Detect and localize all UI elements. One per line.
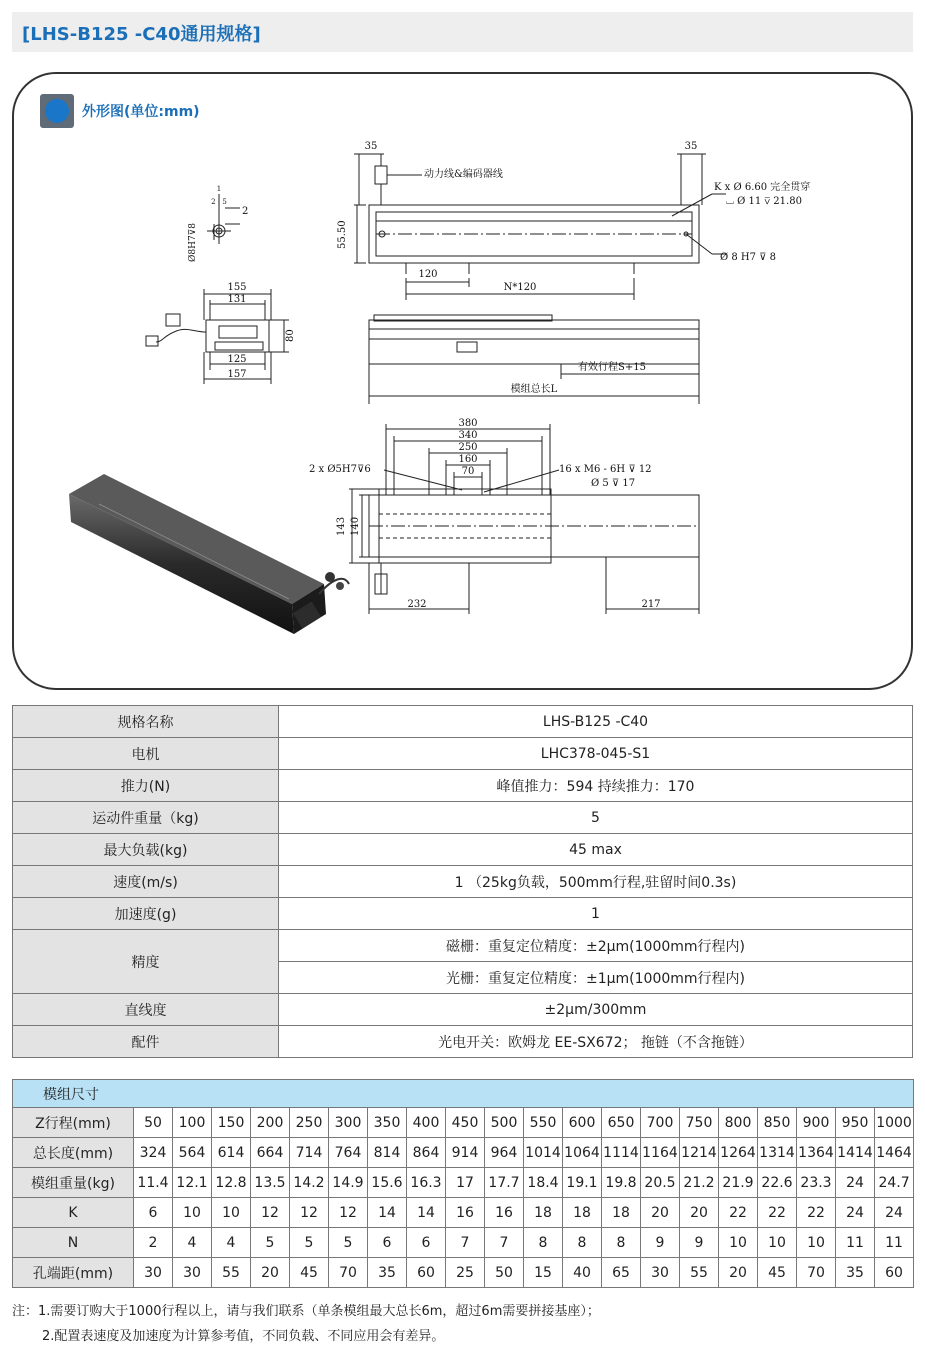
dims-cell: 1264 (719, 1138, 758, 1168)
dims-cell: 9 (680, 1228, 719, 1258)
spec-row (13, 1026, 913, 1058)
dims-cell: 324 (134, 1138, 173, 1168)
dims-row-label: 模组重量(kg) (13, 1168, 134, 1198)
dims-cell: 500 (485, 1108, 524, 1138)
dims-cell: 16 (485, 1198, 524, 1228)
dims-cell: 14 (368, 1198, 407, 1228)
dims-cell: 5 (329, 1228, 368, 1258)
spec-value: 磁栅：重复定位精度：±2μm(1000mm行程内) (279, 930, 913, 962)
dims-cell: 200 (251, 1108, 290, 1138)
dims-cell: 350 (368, 1108, 407, 1138)
top-70: 70 (461, 466, 475, 477)
dims-cell: 20.5 (641, 1168, 680, 1198)
dims-cell: 100 (173, 1108, 212, 1138)
dims-cell: 14 (407, 1198, 446, 1228)
spec-value: ±2μm/300mm (279, 994, 913, 1026)
pin-hole-label: Ø 8 H7 ⊽ 8 (720, 252, 777, 263)
total-length-label: 模组总长L (510, 384, 558, 395)
detail-pin: Ø8H7⊽8 (188, 223, 198, 262)
dims-cell: 10 (173, 1198, 212, 1228)
dims-cell: 11 (875, 1228, 914, 1258)
dims-cell: 650 (602, 1108, 641, 1138)
dims-row (13, 1228, 914, 1258)
dims-cell: 14.2 (290, 1168, 329, 1198)
dims-cell: 20 (719, 1258, 758, 1288)
dims-cell: 24 (836, 1198, 875, 1228)
dims-cell: 600 (563, 1108, 602, 1138)
dims-cell: 24.7 (875, 1168, 914, 1198)
dims-cell: 70 (329, 1258, 368, 1288)
dims-cell: 17 (446, 1168, 485, 1198)
dims-cell: 30 (134, 1258, 173, 1288)
dims-cell: 7 (485, 1228, 524, 1258)
dims-cell: 8 (563, 1228, 602, 1258)
dims-cell: 20 (680, 1198, 719, 1228)
spec-header-value: LHS-B125 -C40 (279, 706, 913, 738)
top-380: 380 (458, 418, 478, 429)
dims-cell: 18 (602, 1198, 641, 1228)
dims-cell: 564 (173, 1138, 212, 1168)
end-view (146, 289, 289, 384)
spec-value: 光栅：重复定位精度：±1μm(1000mm行程内) (279, 962, 913, 994)
spec-value: 1 (279, 898, 913, 930)
detail-scale-1: 1 (216, 185, 222, 193)
dims-cell: 900 (797, 1108, 836, 1138)
dims-cell: 13.5 (251, 1168, 290, 1198)
dims-row (13, 1168, 914, 1198)
spec-value: LHC378-045-S1 (279, 738, 913, 770)
end-155: 155 (227, 282, 247, 293)
dims-row-label: 总长度(mm) (13, 1138, 134, 1168)
spec-row (13, 930, 913, 962)
dims-cell: 18.4 (524, 1168, 563, 1198)
dims-cell: 950 (836, 1108, 875, 1138)
dims-cell: 45 (758, 1258, 797, 1288)
dims-cell: 864 (407, 1138, 446, 1168)
dims-cell: 5 (251, 1228, 290, 1258)
spec-name: 加速度(g) (13, 898, 279, 930)
top-view (349, 424, 699, 614)
spec-name: 速度(m/s) (13, 866, 279, 898)
dims-cell: 764 (329, 1138, 368, 1168)
top-232: 232 (407, 599, 427, 610)
dims-cell: 12 (290, 1198, 329, 1228)
dims-cell: 10 (797, 1228, 836, 1258)
dims-cell: 17.7 (485, 1168, 524, 1198)
dims-cell: 60 (875, 1258, 914, 1288)
spec-value: 5 (279, 802, 913, 834)
dims-row-label: 孔端距(mm) (13, 1258, 134, 1288)
dims-cell: 2 (134, 1228, 173, 1258)
dims-cell: 35 (836, 1258, 875, 1288)
stroke-label: 有效行程S+15 (578, 362, 646, 373)
dims-cell: 1000 (875, 1108, 914, 1138)
spec-value: 峰值推力：594 持续推力：170 (279, 770, 913, 802)
note-2: 2.配置表速度及加速度为计算参考值，不同负载、不同应用会有差异。 (42, 1329, 445, 1344)
dims-cell: 55 (680, 1258, 719, 1288)
dims-cell: 60 (407, 1258, 446, 1288)
top-thread-label: 16 x M6 - 6H ⊽ 12 (559, 464, 652, 475)
spec-header-row (13, 706, 913, 738)
dims-table (12, 1079, 914, 1288)
dims-cell: 700 (641, 1108, 680, 1138)
dim-n120: N*120 (503, 282, 537, 293)
dims-cell: 20 (251, 1258, 290, 1288)
dims-row-label: Z行程(mm) (13, 1108, 134, 1138)
top-217: 217 (641, 599, 661, 610)
dims-cell: 1414 (836, 1138, 875, 1168)
dims-cell: 15.6 (368, 1168, 407, 1198)
dims-cell: 450 (446, 1108, 485, 1138)
dims-cell: 150 (212, 1108, 251, 1138)
dims-cell: 18 (524, 1198, 563, 1228)
dims-cell: 8 (524, 1228, 563, 1258)
dims-cell: 300 (329, 1108, 368, 1138)
dims-cell: 35 (368, 1258, 407, 1288)
dim-55-50: 55.50 (337, 220, 348, 249)
dims-cell: 964 (485, 1138, 524, 1168)
spec-header-name: 规格名称 (13, 706, 279, 738)
spec-row (13, 866, 913, 898)
spec-row (13, 834, 913, 866)
dims-row-label: K (13, 1198, 134, 1228)
drawing-panel (12, 72, 913, 690)
spec-name: 直线度 (13, 994, 279, 1026)
dims-cell: 800 (719, 1108, 758, 1138)
dims-cell: 11 (836, 1228, 875, 1258)
dims-row (13, 1198, 914, 1228)
dims-cell: 16 (446, 1198, 485, 1228)
dims-cell: 4 (212, 1228, 251, 1258)
spec-row (13, 738, 913, 770)
spec-row (13, 898, 913, 930)
power-cable-label: 动力线&编码器线 (424, 169, 503, 180)
top-dowel-label: 2 x Ø5H7⊽6 (309, 464, 371, 475)
dims-cell: 6 (407, 1228, 446, 1258)
end-125: 125 (227, 354, 247, 365)
dims-cell: 22 (758, 1198, 797, 1228)
dims-cell: 12 (251, 1198, 290, 1228)
dims-cell: 6 (134, 1198, 173, 1228)
dims-cell: 7 (446, 1228, 485, 1258)
top-140: 140 (350, 516, 361, 536)
dims-cell: 4 (173, 1228, 212, 1258)
dims-cell: 1014 (524, 1138, 563, 1168)
spec-name: 精度 (13, 930, 279, 994)
dims-cell: 1164 (641, 1138, 680, 1168)
dims-header-row (13, 1080, 914, 1108)
page-title: [LHS-B125 -C40通用规格] (22, 24, 261, 45)
dims-cell: 850 (758, 1108, 797, 1138)
dims-cell: 65 (602, 1258, 641, 1288)
spec-row (13, 802, 913, 834)
dims-cell: 6 (368, 1228, 407, 1258)
dims-title: 模组尺寸 (13, 1080, 914, 1108)
dims-cell: 12.1 (173, 1168, 212, 1198)
spec-row (13, 994, 913, 1026)
dims-row (13, 1138, 914, 1168)
dims-cell: 21.9 (719, 1168, 758, 1198)
dims-cell: 50 (485, 1258, 524, 1288)
dims-cell: 914 (446, 1138, 485, 1168)
dims-cell: 18 (563, 1198, 602, 1228)
spec-row (13, 770, 913, 802)
module-3d-render (69, 474, 349, 634)
spec-name: 运动件重量（kg) (13, 802, 279, 834)
drawing-heading: 外形图(单位:mm) (82, 104, 200, 120)
dims-cell: 1064 (563, 1138, 602, 1168)
dims-cell: 22 (797, 1198, 836, 1228)
dims-cell: 10 (758, 1228, 797, 1258)
dims-cell: 14.9 (329, 1168, 368, 1198)
dims-cell: 10 (212, 1198, 251, 1228)
note-1: 注：1.需要订购大于1000行程以上，请与我们联系（单条模组最大总长6m，超过6m需要拼接基座）； (12, 1304, 600, 1319)
dims-cell: 1114 (602, 1138, 641, 1168)
dims-cell: 40 (563, 1258, 602, 1288)
k-holes-label: K x Ø 6.60 完全贯穿 (714, 182, 811, 193)
dims-row (13, 1258, 914, 1288)
end-131: 131 (227, 294, 247, 305)
dims-cell: 750 (680, 1108, 719, 1138)
dims-cell: 50 (134, 1108, 173, 1138)
dims-cell: 16.3 (407, 1168, 446, 1198)
dims-cell: 5 (290, 1228, 329, 1258)
dims-cell: 20 (641, 1198, 680, 1228)
dims-cell: 30 (173, 1258, 212, 1288)
spec-name: 推力(N) (13, 770, 279, 802)
dims-cell: 21.2 (680, 1168, 719, 1198)
dims-cell: 70 (797, 1258, 836, 1288)
spec-value: 光电开关：欧姆龙 EE-SX672； 拖链（不含拖链） (279, 1026, 913, 1058)
dims-cell: 23.3 (797, 1168, 836, 1198)
dims-row-label: N (13, 1228, 134, 1258)
dims-cell: 22 (719, 1198, 758, 1228)
dims-cell: 55 (212, 1258, 251, 1288)
spec-table (12, 705, 913, 1058)
side-view (354, 154, 726, 300)
dims-cell: 814 (368, 1138, 407, 1168)
title-bar (12, 12, 913, 52)
spec-value: 45 max (279, 834, 913, 866)
end-80: 80 (285, 329, 296, 342)
dims-cell: 714 (290, 1138, 329, 1168)
dims-cell: 15 (524, 1258, 563, 1288)
dims-cell: 12 (329, 1198, 368, 1228)
dims-cell: 9 (641, 1228, 680, 1258)
dims-cell: 25 (446, 1258, 485, 1288)
dim-120: 120 (418, 269, 438, 280)
dims-cell: 45 (290, 1258, 329, 1288)
dims-cell: 22.6 (758, 1168, 797, 1198)
detail-2: 2 (242, 206, 249, 217)
dims-cell: 19.1 (563, 1168, 602, 1198)
dims-cell: 614 (212, 1138, 251, 1168)
spec-name: 配件 (13, 1026, 279, 1058)
detail-scale-2: 2 : 5 (211, 198, 227, 206)
spec-value: 1 （25kg负载，500mm行程,驻留时间0.3s) (279, 866, 913, 898)
top-143: 143 (336, 516, 347, 536)
dims-cell: 1314 (758, 1138, 797, 1168)
outline-drawing (14, 74, 911, 688)
dims-row (13, 1108, 914, 1138)
dims-cell: 1464 (875, 1138, 914, 1168)
spec-name: 最大负载(kg) (13, 834, 279, 866)
dims-cell: 400 (407, 1108, 446, 1138)
dims-cell: 550 (524, 1108, 563, 1138)
k-holes-cbore-label: ⌴ Ø 11 ⊽ 21.80 (726, 196, 802, 207)
dims-cell: 8 (602, 1228, 641, 1258)
dim-35-left: 35 (364, 141, 378, 152)
spec-name: 电机 (13, 738, 279, 770)
dims-cell: 12.8 (212, 1168, 251, 1198)
top-thread-label-2: Ø 5 ⊽ 17 (591, 478, 636, 489)
dims-cell: 30 (641, 1258, 680, 1288)
dims-cell: 11.4 (134, 1168, 173, 1198)
top-250: 250 (458, 442, 478, 453)
top-340: 340 (458, 430, 478, 441)
dims-cell: 250 (290, 1108, 329, 1138)
dim-35-right: 35 (684, 141, 698, 152)
dims-cell: 19.8 (602, 1168, 641, 1198)
top-160: 160 (458, 454, 478, 465)
dims-cell: 664 (251, 1138, 290, 1168)
dims-cell: 24 (836, 1168, 875, 1198)
dims-cell: 1214 (680, 1138, 719, 1168)
dims-cell: 1364 (797, 1138, 836, 1168)
end-157: 157 (227, 369, 247, 380)
dims-cell: 24 (875, 1198, 914, 1228)
dims-cell: 10 (719, 1228, 758, 1258)
